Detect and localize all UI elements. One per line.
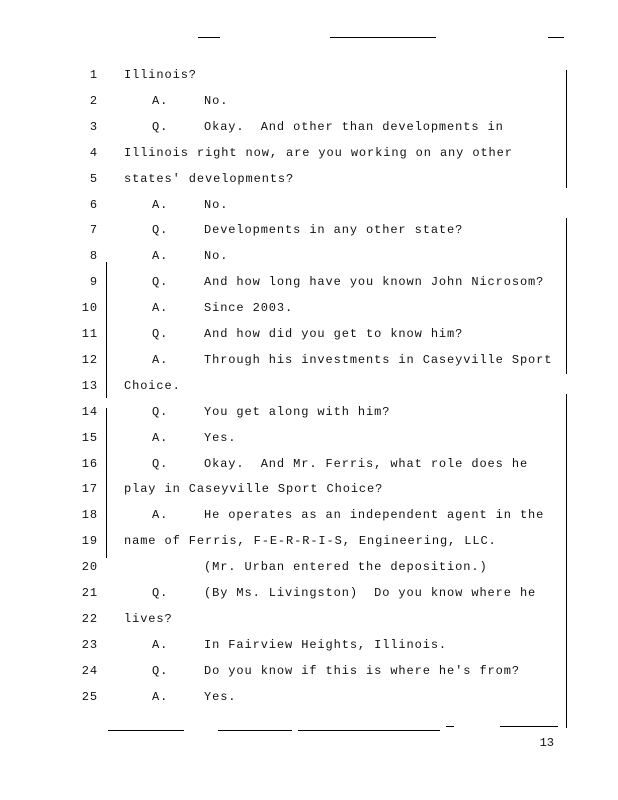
line-text: Do you know if this is where he's from? <box>204 663 520 678</box>
line-text: Since 2003. <box>204 301 294 316</box>
speaker-label: Q. <box>152 223 169 238</box>
line-number: 2 <box>89 93 98 108</box>
speaker-label: Q. <box>152 327 169 341</box>
transcript-line <box>0 478 618 504</box>
line-text: No. <box>204 249 229 264</box>
transcript-line <box>0 323 618 349</box>
transcript-line <box>0 271 618 297</box>
line-text: Yes. <box>204 430 237 445</box>
speaker-label: A. <box>152 93 169 108</box>
speaker-label: A. <box>152 249 169 264</box>
bottom-rule-5 <box>500 726 558 727</box>
speaker-label: Q. <box>152 663 169 678</box>
line-number: 6 <box>89 197 98 212</box>
line-text: play in Caseyville Sport Choice? <box>124 482 384 497</box>
line-text: Okay. And Mr. Ferris, what role does he <box>204 456 529 471</box>
line-number: 10 <box>81 301 98 316</box>
transcript-line <box>0 427 618 453</box>
line-number: 9 <box>89 275 98 290</box>
transcript-line <box>0 297 618 323</box>
transcript-line <box>0 116 618 142</box>
line-text: Okay. And other than developments in <box>204 119 504 134</box>
speaker-label: A. <box>152 430 169 445</box>
top-rule-left <box>198 37 220 38</box>
top-rule-center <box>330 37 436 38</box>
speaker-label: Q. <box>152 456 169 471</box>
line-number: 4 <box>89 145 98 160</box>
line-number: 25 <box>81 689 98 704</box>
line-text: No. <box>204 197 229 212</box>
speaker-label: A. <box>152 508 169 523</box>
transcript-line <box>0 375 618 401</box>
bottom-rule-2 <box>218 730 292 731</box>
transcript-line <box>0 401 618 427</box>
bottom-rule-1 <box>108 730 184 731</box>
transcript-line <box>0 608 618 634</box>
line-number: 17 <box>81 482 98 497</box>
line-text: Developments in any other state? <box>204 223 464 238</box>
transcript-line <box>0 504 618 530</box>
line-number: 19 <box>81 534 98 549</box>
line-number: 5 <box>89 171 98 186</box>
speaker-label: Q. <box>152 275 169 290</box>
line-number: 18 <box>81 508 98 523</box>
line-number: 7 <box>89 223 98 238</box>
transcript-line <box>0 90 618 116</box>
bottom-rule-4 <box>446 726 454 727</box>
speaker-label: Q. <box>152 404 169 419</box>
speaker-label: A. <box>152 197 169 212</box>
line-number: 24 <box>81 663 98 678</box>
speaker-label: A. <box>152 352 169 367</box>
line-number: 11 <box>81 327 98 341</box>
line-text: No. <box>204 93 229 108</box>
line-number: 8 <box>89 249 98 264</box>
line-text: lives? <box>124 611 173 626</box>
transcript-line <box>0 660 618 686</box>
transcript-line <box>0 64 618 90</box>
transcript-line <box>0 349 618 375</box>
line-text: Yes. <box>204 689 237 704</box>
line-number: 15 <box>81 430 98 445</box>
line-number: 13 <box>81 378 98 393</box>
line-text: states' developments? <box>124 171 295 186</box>
line-number: 16 <box>81 456 98 471</box>
line-number: 14 <box>81 404 98 419</box>
page-number: 13 <box>539 736 554 750</box>
line-text: And how did you get to know him? <box>204 327 464 341</box>
line-number: 12 <box>81 352 98 367</box>
speaker-label: Q. <box>152 586 169 600</box>
speaker-label: A. <box>152 689 169 704</box>
transcript-line <box>0 582 618 608</box>
speaker-label: A. <box>152 301 169 316</box>
line-number: 23 <box>81 637 98 652</box>
line-number: 3 <box>89 119 98 134</box>
transcript-line <box>0 453 618 479</box>
line-number: 22 <box>81 611 98 626</box>
speaker-label: Q. <box>152 119 169 134</box>
line-number: 21 <box>81 586 98 600</box>
line-text: Through his investments in Caseyville Sport <box>204 352 553 367</box>
transcript-line <box>0 194 618 220</box>
line-number: 1 <box>89 68 98 82</box>
transcript-line <box>0 245 618 271</box>
line-text: Choice. <box>124 378 181 393</box>
transcript-line <box>0 168 618 194</box>
line-text: He operates as an independent agent in the <box>204 508 545 523</box>
line-text: name of Ferris, F-E-R-R-I-S, Engineering, LLC. <box>124 534 497 549</box>
transcript-line <box>0 530 618 556</box>
top-rule-right <box>548 37 564 38</box>
transcript-line <box>0 634 618 660</box>
transcript-line <box>0 142 618 168</box>
transcript-line <box>0 686 618 712</box>
line-number: 20 <box>81 560 98 575</box>
transcript-line <box>0 219 618 245</box>
line-text: (By Ms. Livingston) Do you know where he <box>204 586 537 600</box>
line-text: (Mr. Urban entered the deposition.) <box>204 560 488 575</box>
bottom-rule-3 <box>298 730 440 731</box>
line-text: Illinois right now, are you working on any other <box>124 145 513 160</box>
transcript-line <box>0 556 618 582</box>
line-text: And how long have you known John Nicrosom? <box>204 275 545 290</box>
line-text: You get along with him? <box>204 404 391 419</box>
line-text: In Fairview Heights, Illinois. <box>204 637 448 652</box>
speaker-label: A. <box>152 637 169 652</box>
line-text: Illinois? <box>124 68 197 82</box>
